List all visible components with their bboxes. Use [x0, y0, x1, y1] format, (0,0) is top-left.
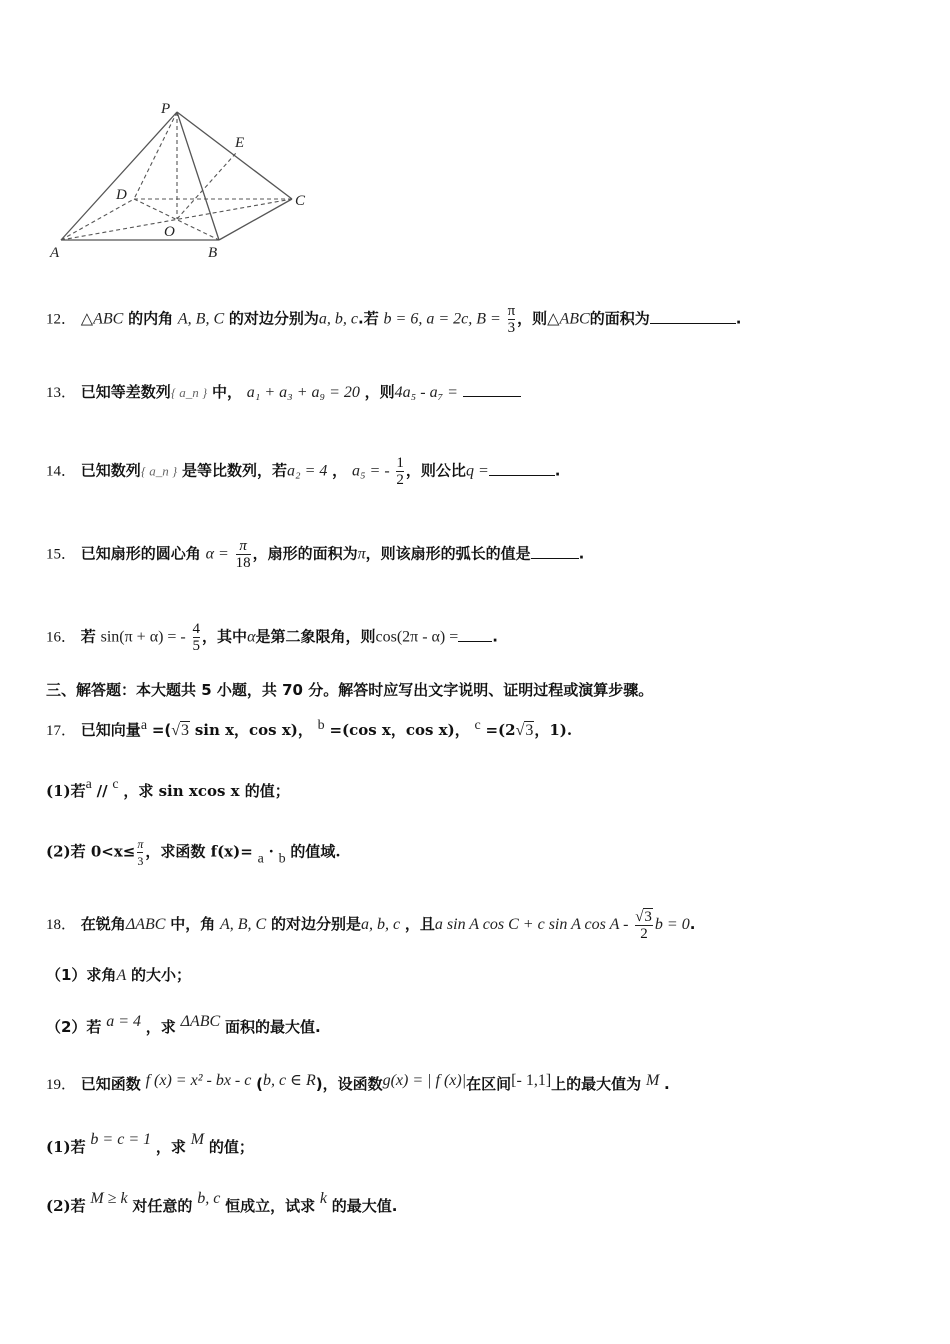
question-14: 14． 已知数列{ a_n } 是等比数列，若a₂ = 4 ， a₅ = - $\frac{1}{2}$ ，则公比q = .: [46, 455, 561, 488]
question-19-part-1: (1)若 b = c = 1 ，求 M 的值；: [46, 1131, 254, 1156]
pyramid-diagram: [40, 95, 330, 265]
answer-blank-16[interactable]: [458, 627, 492, 642]
fraction-sqrt3-2: $\frac{√3}{2}$: [635, 909, 652, 942]
fraction-pi-3b: $\frac{\pi}{3}$: [137, 837, 144, 868]
seg-OE: [177, 153, 236, 219]
question-18-part-2: （2）若 a = 4 ，求 ΔABC 面积的最大值.: [46, 1013, 321, 1036]
fraction-1-2: $\frac{1}{2}$: [396, 455, 404, 488]
question-17: 17． 已知向量a =(√3 sin x，cos x)， b =(cos x，cos x)， c =(2√3，1).: [46, 718, 573, 739]
question-17-part-1: (1)若a // c ，求 sin xcos x 的值；: [46, 777, 290, 800]
edge-PB: [177, 112, 219, 240]
question-19: 19． 已知函数 f (x) = x² - bx - c (b, c ∈ R)，设函数g(x) = | f (x)|在区间[- 1,1]上的最大值为 M .: [46, 1072, 670, 1093]
sqrt-3b: √3: [515, 722, 534, 739]
question-13: 13． 已知等差数列{ a_n } 中， a₁ + a₃ + a₉ = 20 ，则4a₅ - a₇ =: [46, 382, 521, 402]
question-15: 15． 已知扇形的圆心角 α = $\frac{\pi}{18}$ ，扇形的面积为π，则该扇形的弧长的值是 .: [46, 538, 585, 571]
label-P: P: [161, 101, 171, 117]
answer-blank-13[interactable]: [463, 382, 521, 397]
label-C: C: [295, 193, 306, 209]
fraction-4-5: $\frac{4}{5}$: [192, 621, 201, 654]
question-17-part-2: (2)若 0<x≤ $\frac{\pi}{3}$ ，求函数 f(x)= a · b 的值域.: [46, 837, 341, 868]
edge-PD: [134, 112, 177, 199]
fraction-pi-18: $\frac{\pi}{18}$: [235, 538, 251, 571]
answer-blank-12[interactable]: [650, 309, 736, 324]
question-16: 16． 若 sin(π + α) = - $\frac{4}{5}$ ，其中α是第二象限角，则cos(2π - α) = .: [46, 621, 498, 654]
answer-blank-14[interactable]: [489, 461, 555, 476]
label-E: E: [235, 135, 245, 151]
label-A: A: [50, 245, 60, 261]
edge-PA: [61, 112, 177, 240]
label-B: B: [208, 245, 218, 261]
label-O: O: [164, 224, 175, 240]
question-18-part-1: （1）求角A 的大小；: [46, 966, 192, 984]
question-19-part-2: (2)若 M ≥ k 对任意的 b, c 恒成立，试求 k 的最大值.: [46, 1190, 398, 1215]
answer-blank-15[interactable]: [531, 544, 579, 559]
question-12: 12． △ABC 的内角 A, B, C 的对边分别为a, b, c.若 b = 6, a = 2c, B = $\frac{\pi}{3}$ ，则△ABC的面积为 .: [46, 303, 742, 336]
sqrt-3: √3: [171, 722, 190, 739]
label-D: D: [116, 187, 127, 203]
pyramid-figure: [40, 95, 330, 269]
section-3-heading: 三、解答题：本大题共 5 小题，共 70 分。解答时应写出文字说明、证明过程或演算步骤。: [46, 681, 654, 699]
question-18: 18． 在锐角ΔABC 中，角 A, B, C 的对边分别是a, b, c ，且a sin A cos C + c sin A cos A - $\frac{√3}{2}$ b = 0.: [46, 909, 696, 942]
fraction-pi-3: $\frac{\pi}{3}$: [507, 303, 516, 336]
